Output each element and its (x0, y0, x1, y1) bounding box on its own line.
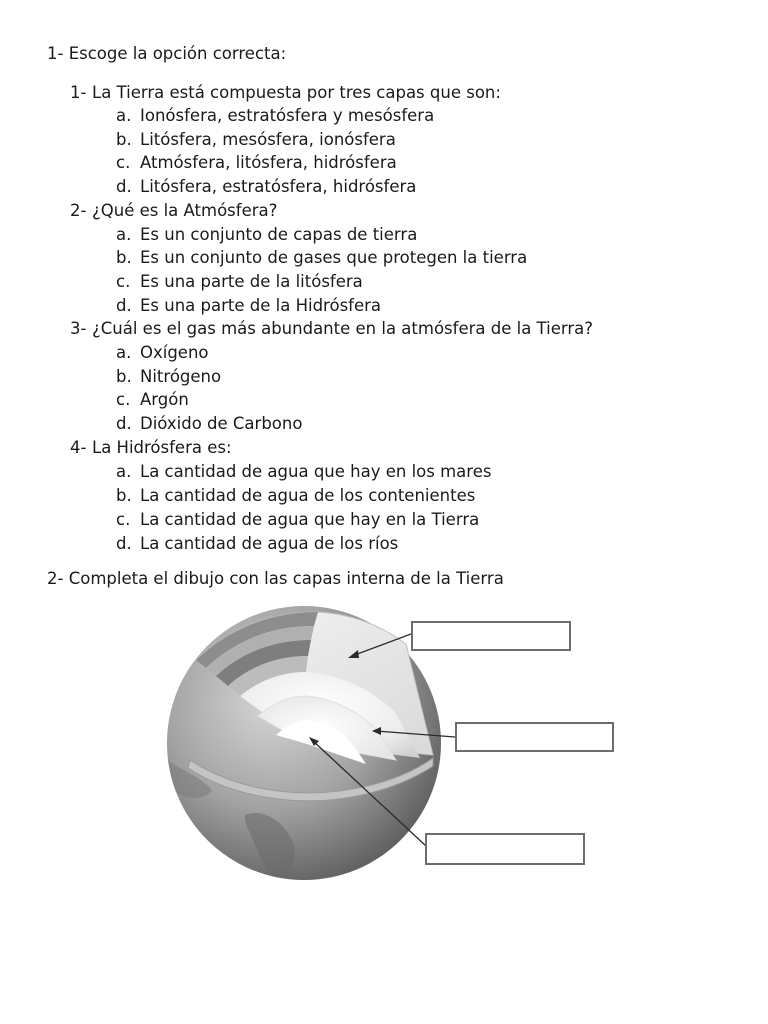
inner-core-region (276, 720, 366, 764)
outer-core-region (258, 696, 396, 760)
q3-option-d[interactable] (116, 414, 302, 434)
option-letter: b. (116, 367, 132, 386)
option-letter: b. (116, 248, 132, 267)
option-text: Es un conjunto de capas de tierra (140, 225, 418, 244)
question-number: 3- (70, 319, 87, 338)
option-letter: c. (116, 510, 131, 529)
option-letter: b. (116, 486, 132, 505)
option-letter: a. (116, 106, 132, 125)
question-text: La Tierra está compuesta por tres capas que son: (92, 83, 501, 102)
continent-south-america (245, 813, 295, 882)
q1-option-a[interactable] (116, 106, 434, 126)
question-text: ¿Cuál es el gas más abundante en la atmósfera de la Tierra? (92, 319, 594, 338)
question-number: 1- (70, 83, 87, 102)
question-1 (70, 83, 501, 103)
option-text: La cantidad de agua de los contenientes (140, 486, 476, 505)
option-text: La cantidad de agua que hay en la Tierra (140, 510, 480, 529)
layer-band-3 (216, 640, 311, 686)
q4-option-c[interactable] (116, 510, 479, 530)
globe-sphere (167, 606, 441, 880)
q3-option-c[interactable] (116, 390, 189, 410)
q2-option-a[interactable] (116, 225, 417, 245)
option-letter: c. (116, 272, 131, 291)
q1-option-b[interactable] (116, 130, 396, 150)
option-text: Es un conjunto de gases que protegen la tierra (140, 248, 528, 267)
option-text: Es una parte de la litósfera (140, 272, 363, 291)
question-number: 2- (70, 201, 87, 220)
option-text: Atmósfera, litósfera, hidrósfera (140, 153, 397, 172)
arrow-3-line (312, 740, 426, 846)
option-letter: a. (116, 343, 132, 362)
question-text: La Hidrósfera es: (92, 438, 232, 457)
crust-cut-face (196, 612, 433, 755)
label-box-3[interactable] (425, 833, 585, 865)
option-letter: a. (116, 225, 132, 244)
option-letter: d. (116, 534, 132, 553)
question-number: 4- (70, 438, 87, 457)
option-text: Ionósfera, estratósfera y mesósfera (140, 106, 435, 125)
layer-band-4 (228, 656, 308, 696)
section-1-title: 1- Escoge la opción correcta: (47, 44, 287, 63)
option-text: Nitrógeno (140, 367, 222, 386)
option-text: Litósfera, mesósfera, ionósfera (140, 130, 396, 149)
section-2-title: 2- Completa el dibujo con las capas interna de la Tierra (47, 569, 504, 588)
option-letter: c. (116, 153, 131, 172)
continents (167, 690, 436, 882)
option-letter: d. (116, 414, 132, 433)
q2-option-d[interactable] (116, 296, 381, 316)
q4-option-a[interactable] (116, 462, 491, 482)
option-text: Argón (140, 390, 189, 409)
q2-option-b[interactable] (116, 248, 527, 268)
label-box-1[interactable] (411, 621, 571, 651)
option-letter: c. (116, 390, 131, 409)
q3-option-b[interactable] (116, 367, 221, 387)
option-letter: d. (116, 296, 132, 315)
question-text: ¿Qué es la Atmósfera? (92, 201, 278, 220)
option-text: Litósfera, estratósfera, hidrósfera (140, 177, 417, 196)
crust-layer-bands (196, 612, 318, 696)
option-text: La cantidad de agua que hay en los mares (140, 462, 492, 481)
arrow-3-head (309, 737, 319, 746)
option-text: La cantidad de agua de los ríos (140, 534, 399, 553)
arrow-2-head (372, 727, 381, 735)
label-box-2[interactable] (455, 722, 614, 752)
arrow-1-line (352, 634, 411, 656)
option-letter: b. (116, 130, 132, 149)
question-2 (70, 201, 277, 221)
arrow-2-line (376, 731, 455, 737)
cut-edge-bottom (188, 758, 433, 801)
continent-right-edge (404, 690, 436, 737)
q2-option-c[interactable] (116, 272, 363, 292)
arrow-1-head (348, 650, 359, 658)
q4-option-d[interactable] (116, 534, 398, 554)
option-text: Oxígeno (140, 343, 209, 362)
mantle-region (240, 672, 420, 758)
option-text: Dióxido de Carbono (140, 414, 303, 433)
layer-band-2 (206, 626, 314, 676)
option-letter: d. (116, 177, 132, 196)
continent-north-shape (167, 760, 212, 798)
layer-band-1 (196, 612, 318, 668)
q4-option-b[interactable] (116, 486, 475, 506)
q1-option-c[interactable] (116, 153, 397, 173)
option-letter: a. (116, 462, 132, 481)
label-arrows (309, 634, 455, 846)
question-3 (70, 319, 593, 339)
q1-option-d[interactable] (116, 177, 416, 197)
q3-option-a[interactable] (116, 343, 209, 363)
question-4 (70, 438, 232, 458)
option-text: Es una parte de la Hidrósfera (140, 296, 382, 315)
